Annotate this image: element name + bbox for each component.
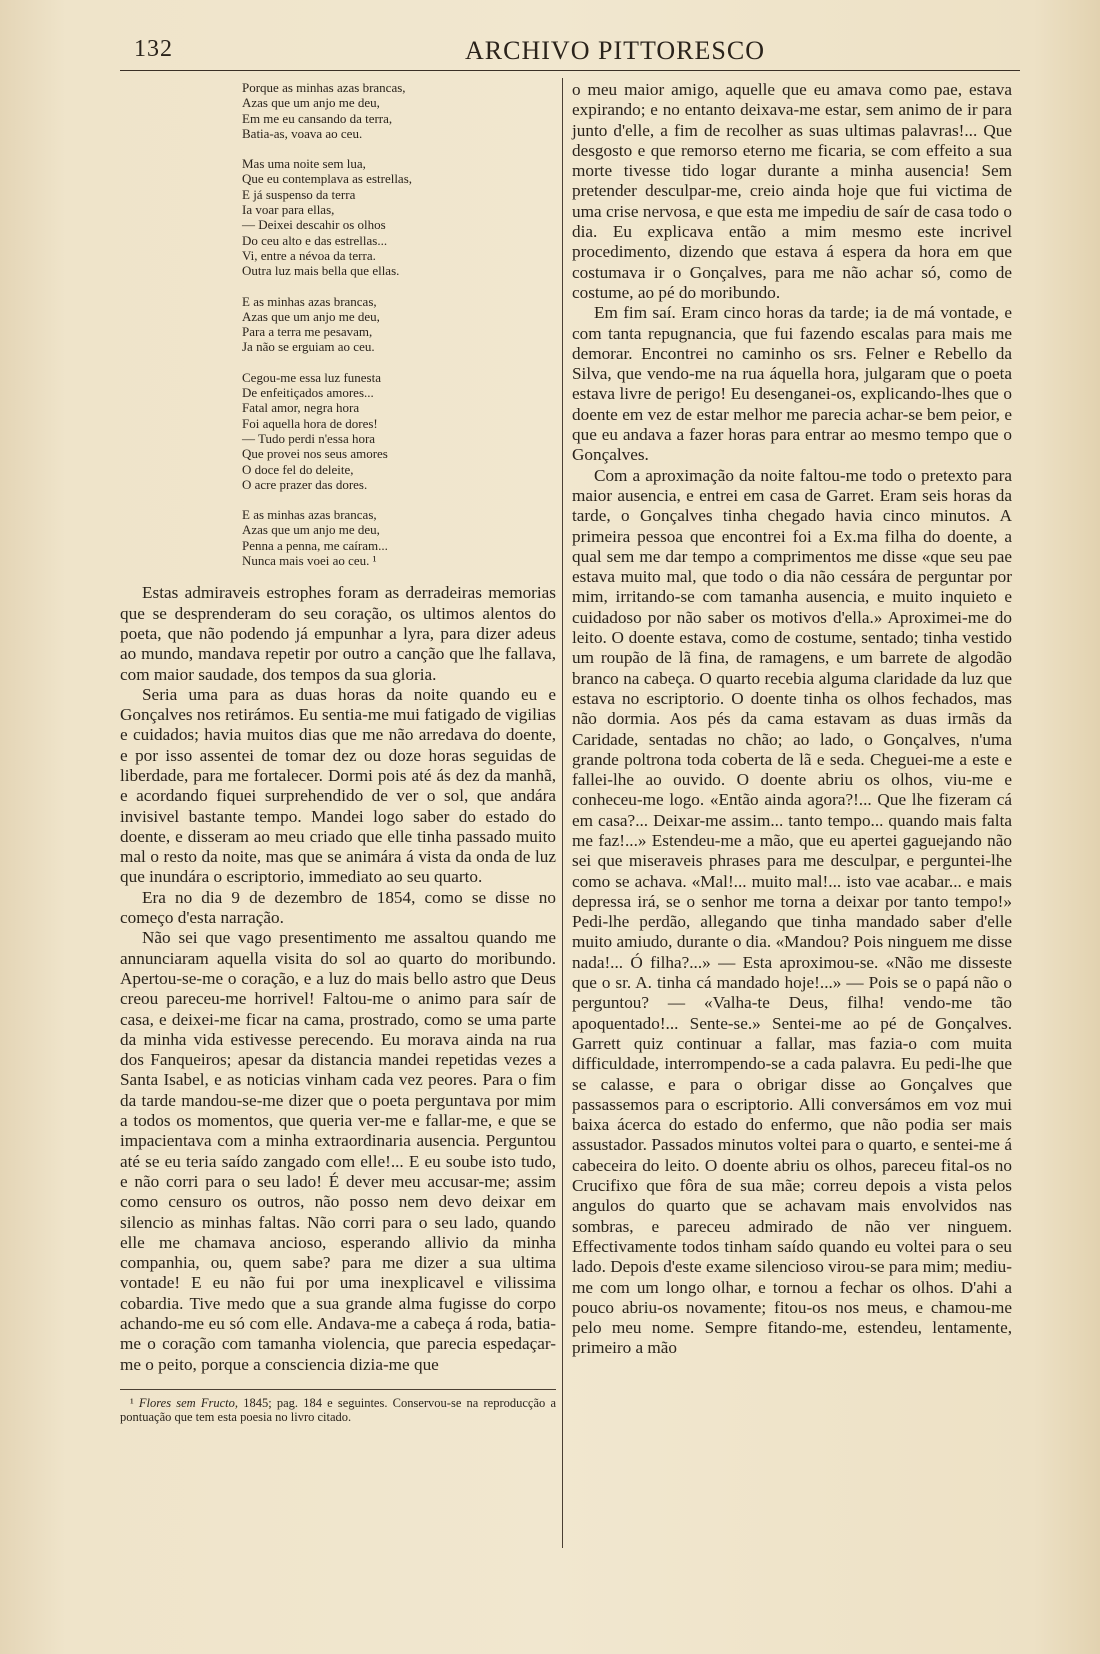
poem-verse: Penna a penna, me caíram... xyxy=(242,537,388,553)
poem-verse: Fatal amor, negra hora xyxy=(242,400,360,416)
poem-verse: Foi aquella hora de dores! xyxy=(242,415,378,431)
poem-verse: Ia voar para ellas, xyxy=(242,202,335,218)
left-column xyxy=(120,80,556,1424)
footnote-marker: ¹ xyxy=(130,1395,134,1410)
page-number: 132 xyxy=(134,36,173,62)
poem-stanza xyxy=(242,370,556,492)
body-paragraph: Estas admiraveis estrophes foram as derradeiras memorias que se desprenderam do seu coração, os ultimos alentos do poeta, que não podendo já empunhar a lyra, para dizer adeus ao mundo, mandava repetir por outro a canção que lhe fallava, com maior saudade, dos tempos da sua gloria. xyxy=(120,583,556,684)
body-paragraph: Não sei que vago presentimento me assaltou quando me annunciaram aquella visita do sol ao quarto do moribundo. Apertou-se-me o coração, e a luz do mais bello astro que Deus creou pareceu-me horrivel! Faltou-me o animo para saír de casa, e deixei-me ficar na cama, prostrado, como se uma parte da minha vida estivesse perecendo. Eu morava ainda na rua dos Fanqueiros; apesar da distancia mandei repetidas vezes a Santa Isabel, e as noticias vinham cada vez peores. Para o fim da tarde mandou-se-me dizer que o poeta perguntava por mim a todos os momentos, que queria ver-me e fallar-me, e que se impacientava com a minha extraordinaria ausencia. Perguntou até se eu teria saído zangado com elle!... E eu soube isto tudo, e não corri para o seu lado! É dever meu accusar-me; assim como censuro os outros, não posso nem devo deixar em silencio as minhas faltas. Não corri para o seu lado, quando elle me chamava ancioso, esperando allivio da minha companhia, ou, quem sabe? para me dizer a sua ultima vontade! E eu não fui por uma inexplicavel e vilissima cobardia. Tive medo que a sua grande alma fugisse do corpo achando-me eu só com elle. Andava-me a cabeça á roda, batia-me o coração com tamanha violencia, que parecia espedaçar-me o peito, porque a consciencia dizia-me que xyxy=(120,928,556,1374)
poem-verse: Vi, entre a névoa da terra. xyxy=(242,247,376,263)
body-paragraph: o meu maior amigo, aquelle que eu amava como pae, estava expirando; e no entanto deixava-me estar, sem animo de ir para junto d'elle, a fim de recolher as suas ultimas palavras!... Que desgosto e que remorso eterno me ficaria, se com effeito a sua morte tivesse tido logar durante a minha ausencia! Sem pretender desculpar-me, creio ainda hoje que fui victima de uma crise nervosa, e que esta me impediu de saír de casa todo o dia. Eu explicava então a mim mesmo este incrivel procedimento, dizendo que estava á espera da hora em que costumava ir o Gonçalves, para me não achar só, como de costume, ao pé do moribundo. xyxy=(572,80,1012,302)
left-body-text xyxy=(120,583,556,1375)
poem-stanza xyxy=(242,294,556,355)
poem-verse: — Tudo perdi n'essa hora xyxy=(242,430,376,446)
body-paragraph: Com a aproximação da noite faltou-me todo o pretexto para maior ausencia, e entrei em casa de Garret. Eram seis horas da tarde, o Gonçalves tinha chegado havia cinco minutos. A primeira pessoa que encontrei foi a Ex.ma filha do doente, a qual sem me dar tempo a comprimentos me disse «que seu pae estava muito mal, que todo o dia não cessára de perguntar por mim, irritando-se com tamanha ausencia, e muito inquieto e cuidadoso por não saber os motivos d'ella.» Aproximei-me do leito. O doente estava, como de costume, sentado; tinha vestido um roupão de lã fina, de ramagens, e um barrete de algodão branco na cabeça. O quarto recebia alguma claridade da luz que estava no escriptorio. O doente tinha os olhos fechados, mas não dormia. Aos pés da cama estavam as duas irmãs da Caridade, sentadas no chão; ao lado, o Gonçalves, n'uma grande poltrona toda coberta de lã e seda. Cheguei-me a este e fallei-lhe ao ouvido. O doente abriu os olhos, viu-me e conheceu-me logo. «Então ainda agora?!... Que lhe fizeram cá em casa?... Deixar-me assim... tanto tempo... quando mais falta me faz!...» Estendeu-me a mão, que eu apertei gaguejando não sei que miseraveis phrases para me desculpar, e perguntei-lhe como se achava. «Mal!... muito mal!... isto vae acabar... e mais depressa irá, se o senhor me torna a deixar por tanto tempo!» Pedi-lhe perdão, allegando que tinha mandado saber d'elle muito amiudo, durante o dia. «Mandou? Pois ninguem me disse nada!... Ó filha?...» — Esta aproximou-se. «Não me disseste que o sr. A. tinha cá mandado hoje!...» — Pois se o papá não o perguntou? — «Valha-te Deus, filha! vendo-me tão apoquentado!... Sente-se.» Sentei-me ao pé de Gonçalves. Garrett quiz continuar a fallar, mas fazia-o com muita difficuldade, interrompendo-se a cada palavra. Eu pedi-lhe que se calasse, e para o obrigar disse ao Gonçalves que passassemos para o escriptorio. Alli conversámos em voz mui baixa ácerca do estado do enfermo, que não podia ser mais assustador. Passados minutos voltei para o quarto, e sentei-me á cabeceira do leito. O doente abriu os olhos, pareceu fital-os no Crucifixo que fôra de sua mãe; correu depois a vista pelos angulos do quarto que se achavam mais envolvidos nas sombras, e pareceu admirado de não ver ninguem. Effectivamente todos tinham saído quando eu voltei para o seu lado. Depois d'este exame silencioso virou-se para mim; mediu-me com um longo olhar, e tornou a fechar os olhos. D'ahi a pouco abriu-os novamente; fitou-os nos meus, e chamou-me pelo meu nome. Sempre fitando-me, estendeu, lentamente, primeiro a mão xyxy=(572,465,1012,1358)
poem-verse: Batia-as, voava ao ceu. xyxy=(242,125,363,141)
poem-verse: E as minhas azas brancas, xyxy=(242,293,377,309)
right-column xyxy=(572,80,1012,1359)
footnote-book-title: Flores sem Fructo, xyxy=(138,1395,239,1410)
poem-verse: Nunca mais voei ao ceu. ¹ xyxy=(242,553,377,569)
page-header xyxy=(120,36,1020,71)
footnote-rule xyxy=(120,1389,556,1390)
poem-stanza xyxy=(242,507,556,568)
poem-verse: Porque as minhas azas brancas, xyxy=(242,80,406,95)
poem-verse: Ja não se erguiam ao ceu. xyxy=(242,339,375,355)
poem-verse: Do ceu alto e das estrellas... xyxy=(242,232,388,248)
poem-verse: Que eu contemplava as estrellas, xyxy=(242,171,413,187)
poem-verse: E as minhas azas brancas, xyxy=(242,507,377,523)
poem-verse: Em me eu cansando da terra, xyxy=(242,110,393,126)
poem-verse: Mas uma noite sem lua, xyxy=(242,156,366,172)
poem-verse: O acre prazer das dores. xyxy=(242,476,368,492)
poem xyxy=(242,80,556,568)
body-paragraph: Em fim saí. Eram cinco horas da tarde; ia de má vontade, e com tanta repugnancia, que fui fazendo escalas para mais me demorar. Encontrei no caminho os srs. Felner e Rebello da Silva, que vendo-me na rua áquella hora, julgaram que o poeta estava livre de perigo! Eu desenganei-os, explicando-lhes que o doente em vez de estar melhor me parecia achar-se bem peior, e que eu andava a fazer horas para entrar ao mesmo tempo que o Gonçalves. xyxy=(572,303,1012,465)
poem-stanza xyxy=(242,156,556,278)
poem-verse: Para a terra me pesavam, xyxy=(242,324,373,340)
footnote-text: 1845; pag. 184 e seguintes. Conservou-se na reproducção a pontuação que tem esta poesia no livro citado. xyxy=(120,1395,556,1424)
poem-verse: Outra luz mais bella que ellas. xyxy=(242,263,400,279)
poem-verse: Cegou-me essa luz funesta xyxy=(242,369,381,385)
poem-verse: Azas que um anjo me deu, xyxy=(242,522,380,538)
body-paragraph: Seria uma para as duas horas da noite quando eu e Gonçalves nos retirámos. Eu sentia-me mui fatigado de vigilias e cuidados; havia muitos dias que me não arredava do doente, e por isso assentei de tomar dez ou doze horas seguidas de liberdade, para me fortalecer. Dormi pois até ás dez da manhã, e acordando fiquei surprehendido de ver o sol, que andára invisivel bastante tempo. Mandei logo saber do estado do doente, e disseram ao meu criado que elle tinha passado muito mal o resto da noite, mas que se animára á vista da onda de luz que inundára o escriptorio, immediato ao seu quarto. xyxy=(120,684,556,887)
poem-verse: O doce fel do deleite, xyxy=(242,461,354,477)
poem-verse: Azas que um anjo me deu, xyxy=(242,95,380,111)
journal-title: ARCHIVO PITTORESCO xyxy=(465,36,765,65)
column-divider xyxy=(562,78,563,1548)
poem-stanza xyxy=(242,80,556,141)
footnote xyxy=(120,1396,556,1424)
poem-verse: E já suspenso da terra xyxy=(242,186,356,202)
poem-verse: Azas que um anjo me deu, xyxy=(242,308,380,324)
poem-verse: — Deixei descahir os olhos xyxy=(242,217,386,233)
body-paragraph: Era no dia 9 de dezembro de 1854, como se disse no começo d'esta narração. xyxy=(120,887,556,928)
poem-verse: De enfeitiçados amores... xyxy=(242,385,374,401)
poem-verse: Que provei nos seus amores xyxy=(242,446,388,462)
